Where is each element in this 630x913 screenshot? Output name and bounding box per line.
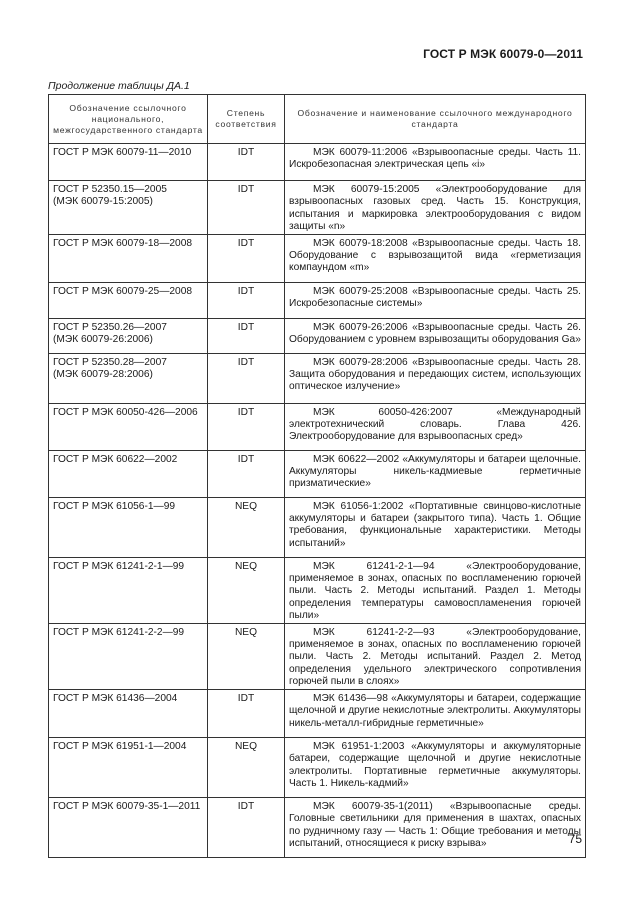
national-standard-line: ГОСТ Р 52350.15—2005 [53,184,167,195]
degree-cell: IDT [208,234,285,282]
national-standard-cell [49,403,208,450]
table-row [49,497,586,557]
national-standard-line: ГОСТ Р МЭК 61951-1—2004 [53,740,187,752]
national-standard-cell [49,234,208,282]
national-standard-cell [49,557,208,623]
international-standard-cell: МЭК 60079-28:2006 «Взрывоопасные среды. Часть 28. Защита оборудования и передающих систем, использующих оптическое излучение» [285,353,586,403]
degree-cell: NEQ [208,623,285,689]
national-standard-line: ГОСТ Р МЭК 60079-25—2008 [53,285,193,297]
national-standard-cell [49,181,208,235]
degree-cell: IDT [208,181,285,235]
international-standard-cell: МЭК 61241-2-1—94 «Электрооборудование, применяемое в зонах, опасных по воспламенению горючей пыли. Часть 2. Методы испытаний. Раздел 1. Методы определения температуры самовоспламенения горючей пыли» [285,557,586,623]
national-standard-cell [49,282,208,318]
national-standard-line: (МЭК 60079-15:2005) [53,196,153,208]
document-header: ГОСТ Р МЭК 60079-0—2011 [423,47,583,61]
international-standard-cell: МЭК 60079-26:2006 «Взрывоопасные среды. Часть 26. Оборудованием с уровнем взрывозащиты оборудования Ga» [285,318,586,353]
table-row [49,623,586,689]
page-number: 75 [568,832,582,846]
international-standard-cell: МЭК 60622—2002 «Аккумуляторы и батареи щелочные. Аккумуляторы никель-кадмиевые герметичные призматические» [285,450,586,497]
table-row [49,689,586,737]
national-standard-line: ГОСТ Р МЭК 61056-1—99 [53,500,176,512]
table-caption: Продолжение таблицы ДА.1 [48,80,190,92]
national-standard-line: ГОСТ Р МЭК 60050-426—2006 [53,406,198,418]
degree-cell: IDT [208,689,285,737]
table-row [49,144,586,181]
degree-cell: NEQ [208,497,285,557]
column-header-national: Обозначение ссылочного национального, межгосударственного стандарта [49,95,208,144]
degree-cell: IDT [208,282,285,318]
column-header-international: Обозначение и наименование ссылочного международного стандарта [285,95,586,144]
international-standard-cell: МЭК 60079-18:2008 «Взрывоопасные среды. Часть 18. Оборудование с взрывозащитой вида «герметизация компаундом «m» [285,234,586,282]
table-row [49,353,586,403]
table-row [49,181,586,235]
national-standard-line: (МЭК 60079-26:2006) [53,334,153,346]
national-standard-line: ГОСТ Р 52350.26—2007 [53,321,167,333]
national-standard-cell [49,318,208,353]
national-standard-line: ГОСТ Р МЭК 60079-35-1—2011 [53,800,201,812]
national-standard-line: ГОСТ Р МЭК 61241-2-1—99 [53,560,185,572]
national-standard-line: (МЭК 60079-28:2006) [53,369,153,381]
degree-cell: IDT [208,450,285,497]
table-row [49,234,586,282]
international-standard-cell: МЭК 60050-426:2007 «Международный электротехнический словарь. Глава 426. Электрооборудование для взрывоопасных сред» [285,403,586,450]
table-row [49,737,586,797]
degree-cell: IDT [208,318,285,353]
national-standard-cell [49,450,208,497]
table-header-row [49,95,586,144]
degree-cell: IDT [208,403,285,450]
degree-cell: IDT [208,353,285,403]
degree-cell: NEQ [208,557,285,623]
national-standard-cell [49,797,208,857]
table-row [49,797,586,857]
national-standard-cell [49,737,208,797]
international-standard-cell: МЭК 61056-1:2002 «Портативные свинцово-кислотные аккумуляторы и батареи (закрытого типа). Часть 1. Общие требования, функциональные характеристики. Методы испытаний» [285,497,586,557]
degree-cell: NEQ [208,737,285,797]
international-standard-cell: МЭК 60079-25:2008 «Взрывоопасные среды. Часть 25. Искробезопасные системы» [285,282,586,318]
table-row [49,450,586,497]
international-standard-cell: МЭК 61436—98 «Аккумуляторы и батареи, содержащие щелочной и другие некислотные электролиты. Аккумуляторы никель-металл-гибридные герметичные» [285,689,586,737]
table-row [49,403,586,450]
table-row [49,282,586,318]
national-standard-line: ГОСТ Р МЭК 60079-11—2010 [53,147,192,158]
table-row [49,318,586,353]
national-standard-cell [49,497,208,557]
international-standard-cell: МЭК 60079-15:2005 «Электрооборудование для взрывоопасных газовых сред. Часть 15. Конструкция, испытания и маркировка электрооборудования с видом защиты «n» [285,181,586,235]
international-standard-cell: МЭК 60079-35-1(2011) «Взрывоопасные среды. Головные светильники для применения в шахтах, опасных по рудничному газу — Часть 1: Общие требования и методы испытаний, относящиеся к риску взрыва» [285,797,586,857]
national-standard-line: ГОСТ Р МЭК 60622—2002 [53,453,178,465]
national-standard-cell [49,353,208,403]
international-standard-cell: МЭК 60079-11:2006 «Взрывоопасные среды. Часть 11. Искробезопасная электрическая цепь «i» [285,144,586,181]
degree-cell: IDT [208,797,285,857]
reference-standards-table [48,94,586,858]
column-header-degree: Степень соответствия [208,95,285,144]
national-standard-line: ГОСТ Р МЭК 60079-18—2008 [53,237,193,249]
national-standard-cell [49,144,208,181]
national-standard-line: ГОСТ Р МЭК 61241-2-2—99 [53,626,185,638]
table-row [49,557,586,623]
national-standard-cell [49,689,208,737]
international-standard-cell: МЭК 61241-2-2—93 «Электрооборудование, применяемое в зонах, опасных по воспламенению горючей пыли. Часть 2. Методы испытаний. Раздел 2. Метод определения удельного электрического сопротивления горючей пыли в слоях» [285,623,586,689]
national-standard-line: ГОСТ Р 52350.28—2007 [53,356,167,368]
international-standard-cell: МЭК 61951-1:2003 «Аккумуляторы и аккумуляторные батареи, содержащие щелочной и другие некислотные электролиты. Портативные герметичные аккумуляторы. Часть 1. Никель-кадмий» [285,737,586,797]
national-standard-line: ГОСТ Р МЭК 61436—2004 [53,692,178,704]
national-standard-cell [49,623,208,689]
degree-cell: IDT [208,144,285,181]
